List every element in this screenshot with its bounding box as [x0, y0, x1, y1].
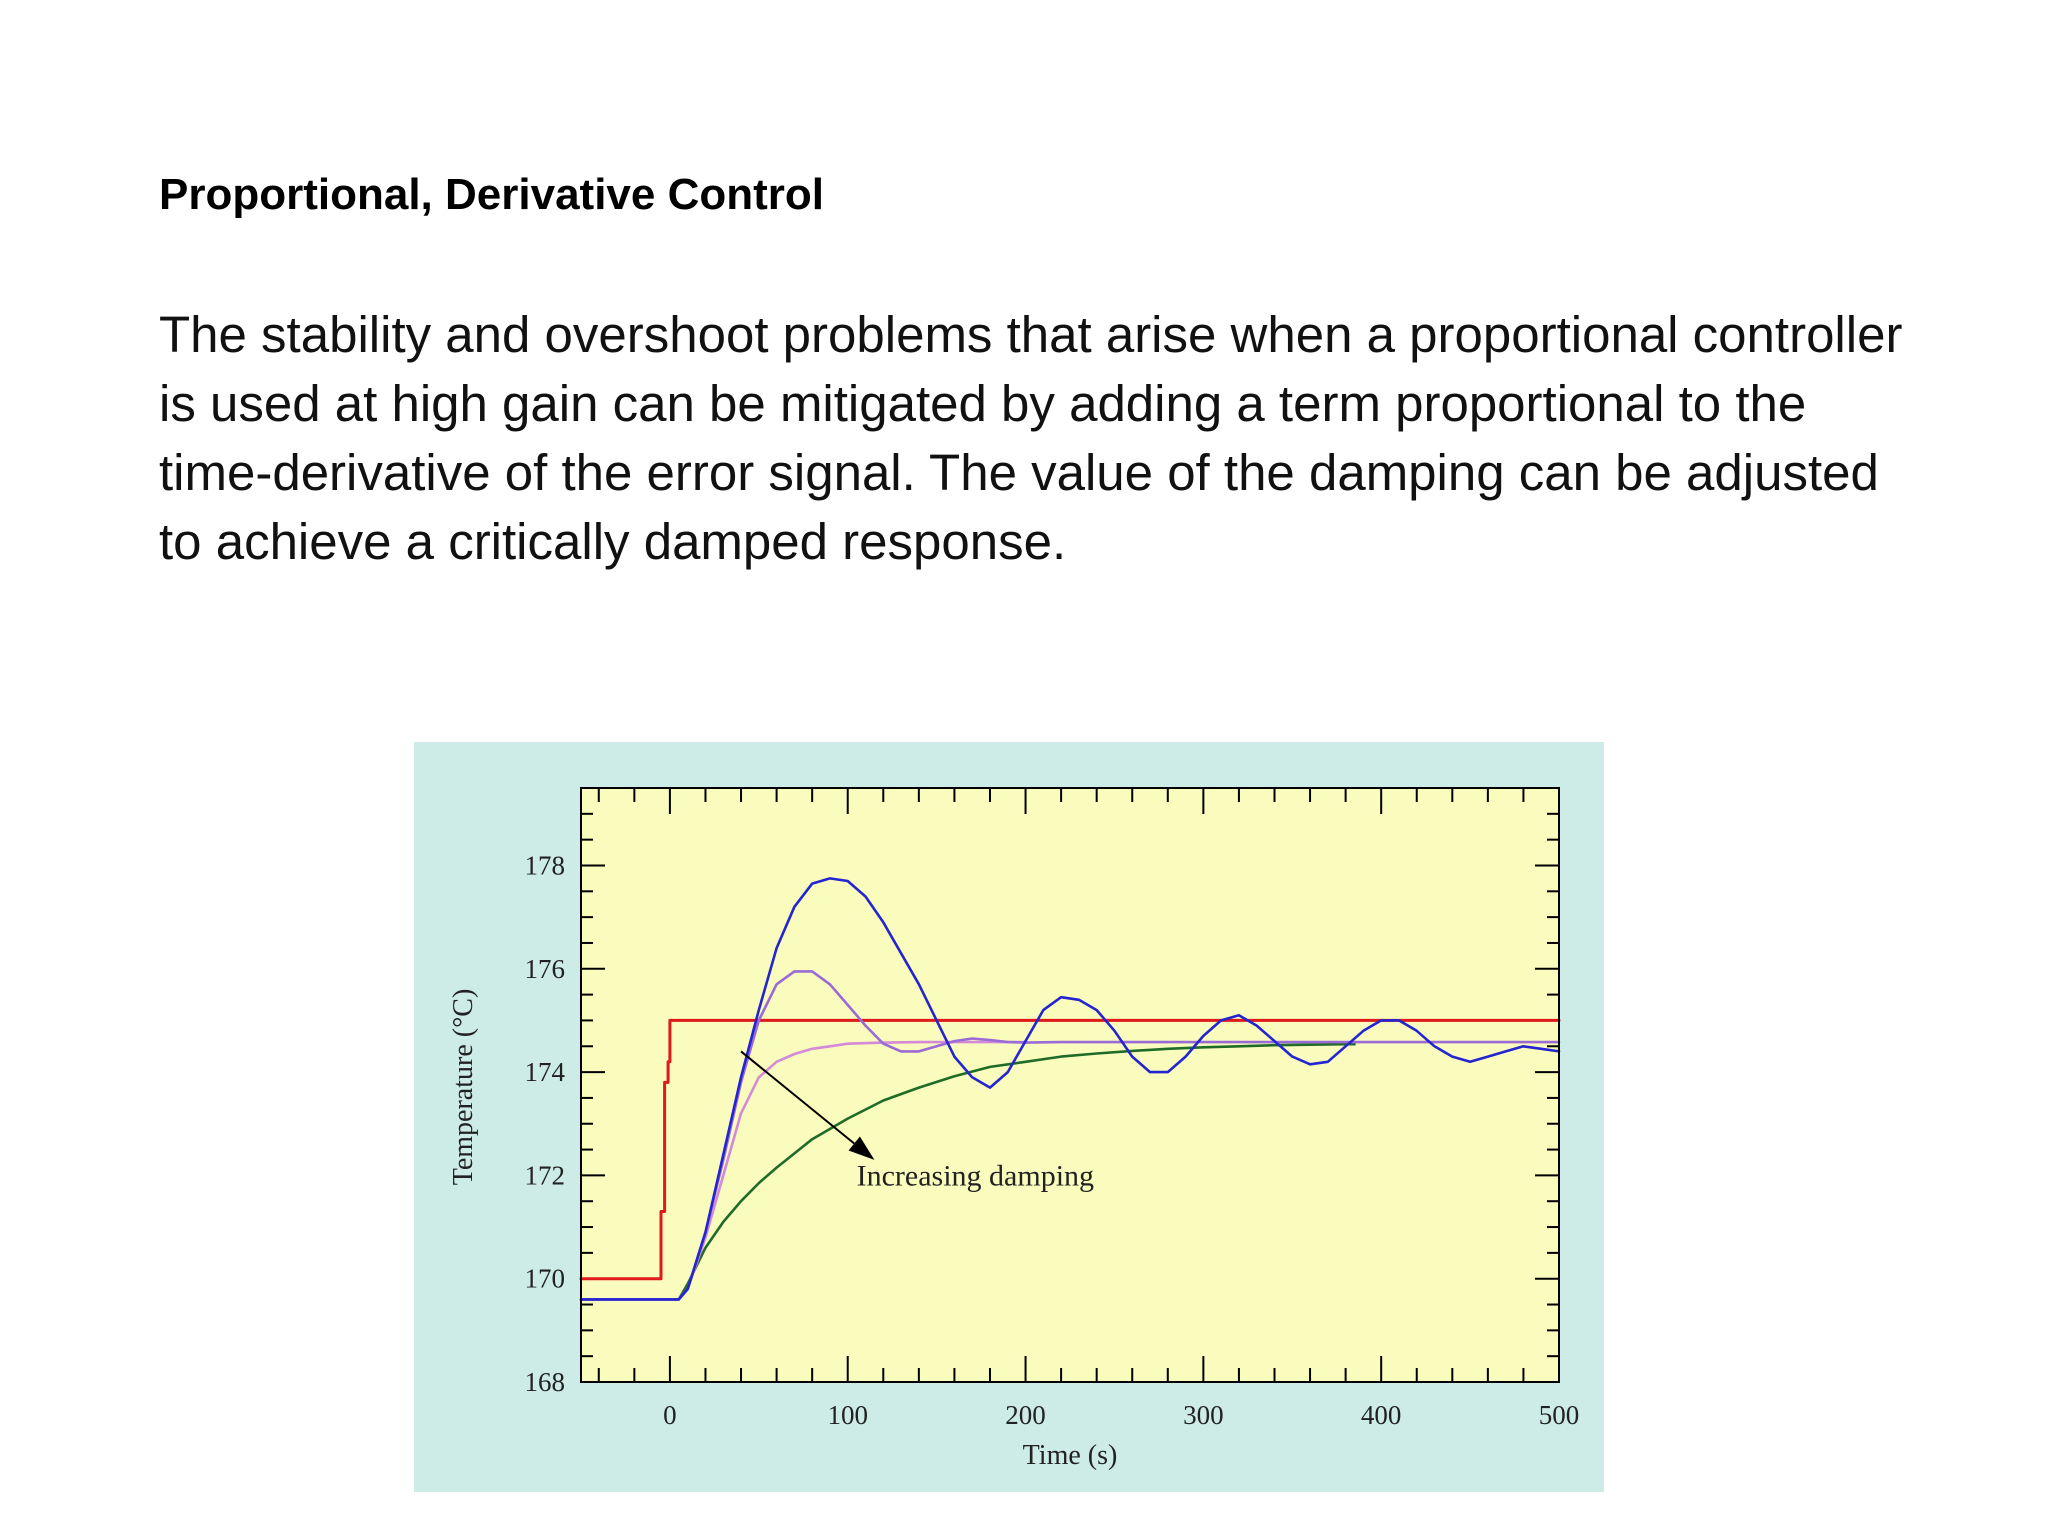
y-tick-label: 170 [524, 1263, 565, 1294]
slide-title: Proportional, Derivative Control [159, 170, 824, 219]
y-tick-label: 172 [524, 1160, 565, 1191]
plot-area [581, 788, 1559, 1382]
x-tick-label: 0 [663, 1400, 677, 1430]
chart-svg [414, 742, 1604, 1492]
x-tick-label: 500 [1538, 1400, 1580, 1430]
x-tick-label: 200 [1005, 1400, 1046, 1430]
x-axis-title: Time (s) [1022, 1440, 1118, 1471]
y-tick-label: 168 [524, 1367, 565, 1397]
damping-response-chart [414, 742, 1604, 1492]
annotation-label: Increasing damping [856, 1159, 1095, 1193]
slide-body-text: The stability and overshoot problems that arise when a proportional controller is used at high gain can be mitigated by adding a term proportional to the time-derivative of the error signal. The value of the damping can be adjusted to achieve a critically damped response. [159, 306, 1903, 570]
x-tick-label: 300 [1183, 1400, 1224, 1430]
y-tick-label: 174 [524, 1057, 565, 1088]
x-tick-label: 400 [1360, 1400, 1402, 1430]
y-axis-title: Temperature (°C) [448, 988, 479, 1186]
y-tick-label: 178 [524, 850, 565, 881]
x-tick-label: 100 [827, 1400, 868, 1430]
y-tick-label: 176 [524, 953, 565, 984]
